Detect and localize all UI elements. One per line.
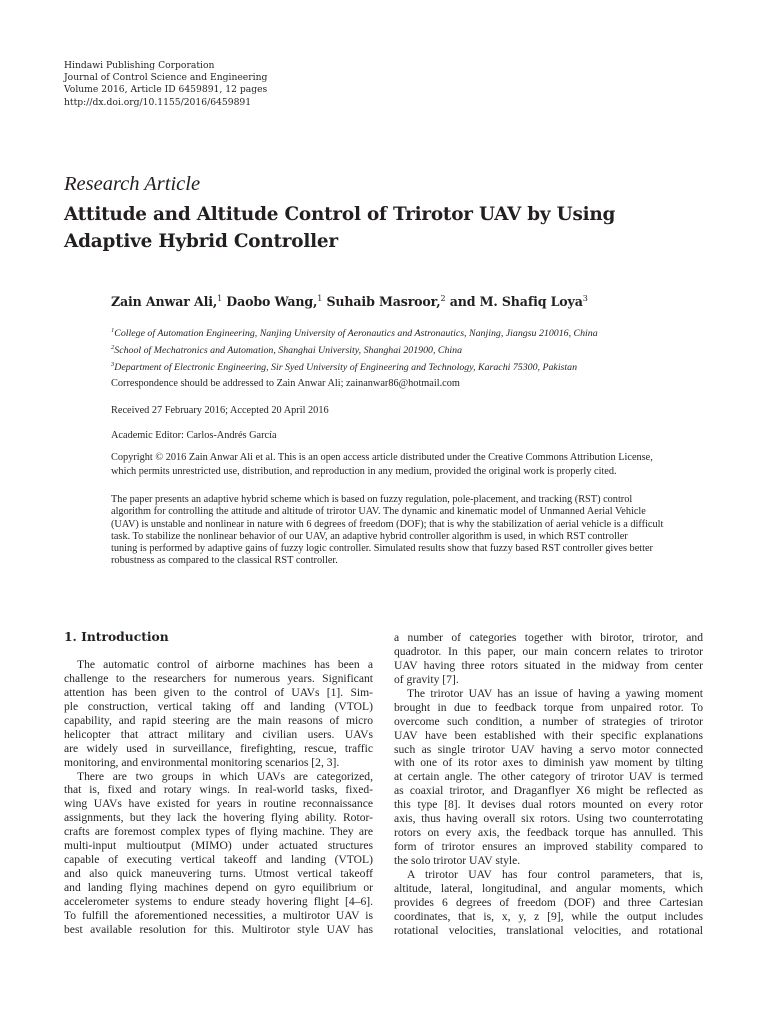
body-text-line: The automatic control of airborne machines has been a	[77, 658, 373, 671]
received-dates: Received 27 February 2016; Accepted 20 April 2016	[111, 405, 329, 416]
body-text-line: capable of executing vertical takeoff and landing (VTOL)	[64, 853, 373, 867]
body-text-line: coordinates, that is, x, y, z [9], while the output includes	[394, 909, 703, 923]
body-text-line: quadrotor. In this paper, our main concern relates to trirotor	[394, 644, 703, 658]
doi-link[interactable]: http://dx.doi.org/10.1155/2016/6459891	[64, 96, 252, 108]
body-text-line: A trirotor UAV has four control parameters, that is,	[407, 867, 703, 881]
body-text-line: To fulfill the aforementioned necessities, a multirotor UAV is	[64, 908, 373, 922]
publisher-name: Hindawi Publishing Corporation	[64, 60, 215, 71]
author-affil-marker: 1	[217, 294, 223, 303]
body-text-line: helicopter that attract military and civilian users. UAVs	[64, 727, 373, 741]
body-text-line: The trirotor UAV has an issue of having a yawing moment	[407, 686, 703, 700]
license-line: Copyright © 2016 Zain Anwar Ali et al. This is an open access article distributed under the Creative Commons Attribution License,	[111, 452, 653, 463]
affiliation-marker: 1	[111, 327, 115, 334]
body-text-line: crafts are foremost complex types of flying machine. They are	[64, 825, 373, 839]
author-list	[111, 294, 588, 309]
abstract-line: robustness as compared to the classical RST controller.	[111, 555, 338, 567]
affiliation-marker: 2	[111, 344, 115, 351]
title-line: Attitude and Altitude Control of Trirotor UAV by Using	[64, 204, 616, 225]
body-text-line: assignments, but they lack the hovering flying ability. Rotor-	[64, 811, 373, 825]
body-text-line: as coaxial trirotor, and Draganflyer X6 might be reflected as	[394, 784, 703, 798]
body-text-line: wing UAVs have existed for years in routine reconnaissance	[64, 797, 373, 811]
author-affil-marker: 3	[582, 294, 588, 303]
affiliation	[111, 358, 711, 375]
author-name: Suhaib Masroor,	[322, 294, 441, 309]
abstract-line: (UAV) is unstable and nonlinear in nature with 6 degrees of freedom (DOF); that is why the stabilization of aerial vehicle is a difficult	[111, 518, 664, 530]
body-text-line: challenge to the researchers for numerous years. Significant	[64, 671, 373, 685]
section-heading: 1. Introduction	[64, 629, 169, 644]
body-text-line: a number of categories together with birotor, trirotor, and	[394, 631, 703, 644]
affiliation	[111, 324, 711, 341]
affiliation-text: Department of Electronic Engineering, Sir Syed University of Engineering and Technology, Karachi 75300, Pakistan	[114, 362, 578, 373]
abstract-line: tuning is performed by adaptive gains of fuzzy logic controller. Simulated results show that fuzzy based RST controller gives better	[111, 543, 653, 555]
body-text-line: monitoring, and environmental monitoring scenarios [2, 3].	[64, 755, 340, 769]
abstract-line: task. To stabilize the nonlinear behavior of our UAV, an adaptive hybrid controller algorithm is used, in which RST controller	[111, 530, 628, 542]
body-text-line: UAV having three rotors situated in the midway from center	[394, 658, 703, 672]
author-name: and M. Shafiq Loya	[445, 294, 583, 309]
body-text-line: this type [8]. It devises dual rotors mounted on every rotor	[394, 798, 703, 812]
journal-header	[64, 60, 364, 109]
academic-editor: Academic Editor: Carlos-Andrés García	[111, 430, 277, 441]
body-text-line: brought in due to feedback torque from unpaired rotor. To	[394, 700, 703, 714]
body-text-line: rotors on every axis, the feedback torque has annulled. This	[394, 826, 703, 840]
author-name: Daobo Wang,	[222, 294, 318, 309]
body-text-line: are widely used in surveillance, firefighting, rescue, traffic	[64, 741, 373, 755]
affiliation-marker: 3	[111, 361, 115, 368]
copyright-license	[111, 451, 711, 479]
affiliation-text: School of Mechatronics and Automation, Shanghai University, Shanghai 201900, China	[114, 345, 463, 356]
body-column-left	[64, 658, 373, 937]
volume-info: Volume 2016, Article ID 6459891, 12 pages	[64, 84, 268, 96]
body-text-line: the solo trirotor UAV style.	[394, 854, 521, 867]
body-text-line: attention has been given to the control of UAVs [1]. Sim-	[64, 685, 373, 699]
body-text-line: best available resolution for this. Multirotor style UAV has	[64, 922, 373, 936]
body-text-line: and also quick maneuvering turns. Utmost vertical takeoff	[64, 867, 373, 881]
body-text-line: form of trirotor ensures an improved stability compared to	[394, 840, 703, 854]
correspondence-note: Correspondence should be addressed to Zain Anwar Ali; zainanwar86@hotmail.com	[111, 378, 460, 389]
abstract-line: The paper presents an adaptive hybrid scheme which is based on fuzzy regulation, pole-placement, and tracking (RST) control	[111, 494, 633, 505]
author-affil-marker: 1	[317, 294, 323, 303]
body-text-line: multi-input multioutput (MIMO) under actuated structures	[64, 839, 373, 853]
body-text-line: UAV have been established with their specific explanations	[394, 728, 703, 742]
body-text-line: altitude, lateral, longitudinal, and angular moments, which	[394, 881, 703, 895]
article-type-label: Research Article	[64, 173, 201, 195]
body-text-line: that is, fixed and rotary wings. In real-world tasks, fixed-	[64, 783, 373, 797]
body-text-line: of gravity [7].	[394, 672, 459, 686]
journal-name: Journal of Control Science and Engineering	[64, 72, 268, 84]
license-line: which permits unrestricted use, distribution, and reproduction in any medium, provided the original work is properly cited.	[111, 466, 617, 477]
body-column-right	[394, 631, 703, 938]
body-text-line: There are two groups in which UAVs are categorized,	[77, 769, 373, 783]
body-text-line: axis, thus having overall six rotors. Using two counterrotating	[394, 812, 703, 826]
author-affil-marker: 2	[440, 294, 446, 303]
body-text-line: provides 6 degrees of freedom (DOF) and three Cartesian	[394, 895, 703, 909]
body-text-line: overcome such condition, a number of strategies of trirotor	[394, 714, 703, 728]
affiliation-list	[111, 324, 711, 375]
abstract-line: algorithm for controlling the attitude and altitude of trirotor UAV. The dynamic and kinematic model of Unmanned Aerial Vehicle	[111, 506, 646, 518]
body-text-line: accelerometer systems to endure steady hovering flight [4–6].	[64, 894, 373, 908]
affiliation-text: College of Automation Engineering, Nanjing University of Aeronautics and Astronautics, Nanjing, Jiangsu 210016, China	[114, 328, 598, 339]
abstract	[111, 494, 707, 568]
title-line: Adaptive Hybrid Controller	[64, 231, 338, 252]
article-title	[64, 201, 704, 255]
body-text-line: with one of its rotor axes to diminish yaw moment by tilting	[394, 756, 703, 770]
body-text-line: such as single trirotor UAV having a servo motor connected	[394, 742, 703, 756]
body-text-line: capability, and rapid steering are the main reasons of micro	[64, 713, 373, 727]
body-text-line: and landing flying machines depend on gyro equilibrium or	[64, 881, 373, 894]
body-text-line: ple construction, vertical taking off and landing (VTOL)	[64, 699, 373, 713]
body-text-line: at certain angle. The other category of trirotor UAV is termed	[394, 770, 703, 784]
affiliation	[111, 341, 711, 358]
author-name: Zain Anwar Ali,	[111, 294, 218, 309]
body-text-line: rotational velocities, translational velocities, and rotational	[394, 923, 703, 937]
